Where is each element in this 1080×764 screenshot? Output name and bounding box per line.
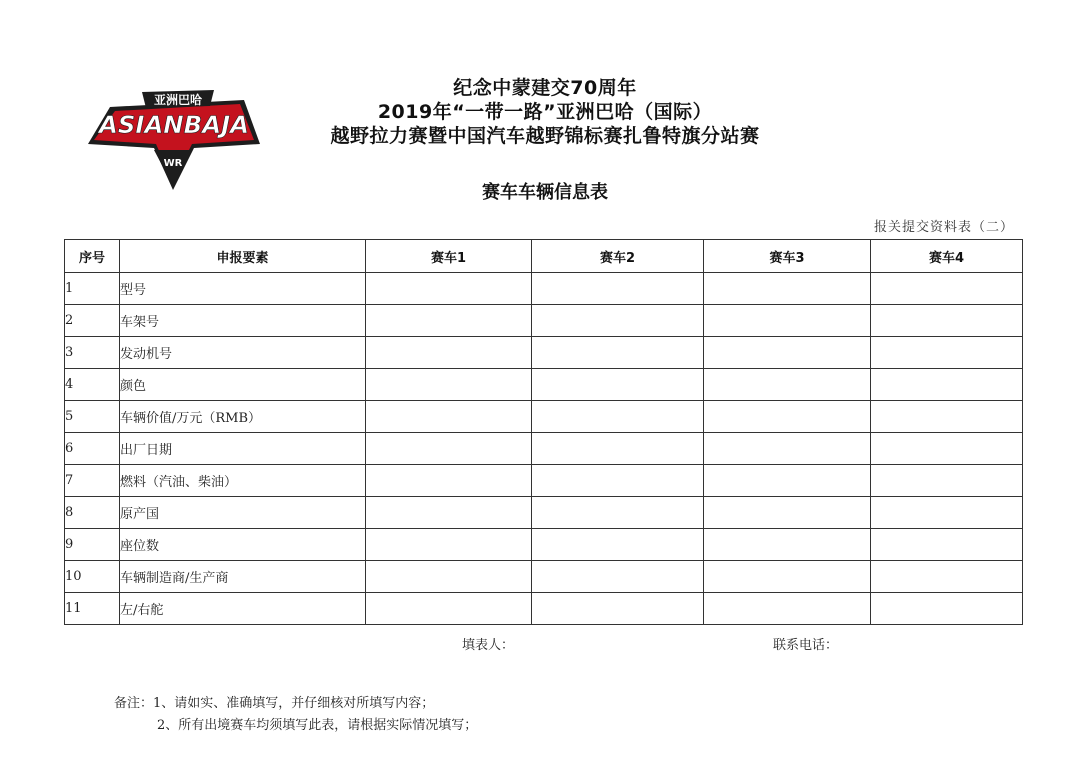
table-header-row bbox=[65, 240, 1023, 273]
row-item: 座位数 bbox=[120, 529, 366, 561]
row-number: 6 bbox=[65, 433, 120, 465]
car-3-cell[interactable] bbox=[704, 273, 871, 305]
filler-label: 填表人： bbox=[462, 638, 515, 653]
note-line-1: 备注：1、请如实、准确填写，并仔细核对所填写内容； bbox=[114, 696, 435, 711]
car-3-cell[interactable] bbox=[704, 337, 871, 369]
table-row bbox=[65, 433, 1023, 465]
row-number: 4 bbox=[65, 369, 120, 401]
car-2-cell[interactable] bbox=[532, 305, 704, 337]
header-no: 序号 bbox=[65, 240, 120, 273]
car-4-cell[interactable] bbox=[871, 433, 1023, 465]
car-1-cell[interactable] bbox=[366, 433, 532, 465]
car-1-cell[interactable] bbox=[366, 337, 532, 369]
car-4-cell[interactable] bbox=[871, 529, 1023, 561]
car-2-cell[interactable] bbox=[532, 593, 704, 625]
table-row bbox=[65, 369, 1023, 401]
car-1-cell[interactable] bbox=[366, 369, 532, 401]
table-row bbox=[65, 337, 1023, 369]
car-3-cell[interactable] bbox=[704, 305, 871, 337]
row-item: 发动机号 bbox=[120, 337, 366, 369]
car-3-cell[interactable] bbox=[704, 369, 871, 401]
car-4-cell[interactable] bbox=[871, 273, 1023, 305]
row-number: 7 bbox=[65, 465, 120, 497]
table-row bbox=[65, 497, 1023, 529]
car-2-cell[interactable] bbox=[532, 369, 704, 401]
row-item: 车辆价值/万元（RMB） bbox=[120, 401, 366, 433]
table-row bbox=[65, 561, 1023, 593]
car-1-cell[interactable] bbox=[366, 561, 532, 593]
form-code: 报关提交资料表（二） bbox=[873, 220, 1014, 235]
table-row bbox=[65, 273, 1023, 305]
table-row bbox=[65, 465, 1023, 497]
header-car-3: 赛车3 bbox=[704, 240, 871, 273]
table-row bbox=[65, 305, 1023, 337]
sheet-title: 赛车车辆信息表 bbox=[482, 182, 608, 203]
header-car-4: 赛车4 bbox=[871, 240, 1023, 273]
car-2-cell[interactable] bbox=[532, 337, 704, 369]
row-number: 9 bbox=[65, 529, 120, 561]
table-row bbox=[65, 593, 1023, 625]
logo-badge-text: WR bbox=[163, 158, 183, 169]
row-number: 3 bbox=[65, 337, 120, 369]
car-4-cell[interactable] bbox=[871, 305, 1023, 337]
row-item: 左/右舵 bbox=[120, 593, 366, 625]
row-number: 2 bbox=[65, 305, 120, 337]
title-line-1: 纪念中蒙建交70周年 bbox=[453, 77, 637, 99]
car-1-cell[interactable] bbox=[366, 529, 532, 561]
phone-label: 联系电话： bbox=[773, 638, 839, 653]
car-2-cell[interactable] bbox=[532, 433, 704, 465]
header-car-1: 赛车1 bbox=[366, 240, 532, 273]
row-item: 车架号 bbox=[120, 305, 366, 337]
car-3-cell[interactable] bbox=[704, 401, 871, 433]
notes bbox=[114, 693, 477, 737]
car-1-cell[interactable] bbox=[366, 401, 532, 433]
table-row bbox=[65, 401, 1023, 433]
car-2-cell[interactable] bbox=[532, 401, 704, 433]
car-3-cell[interactable] bbox=[704, 497, 871, 529]
table-row bbox=[65, 529, 1023, 561]
row-item: 出厂日期 bbox=[120, 433, 366, 465]
car-3-cell[interactable] bbox=[704, 433, 871, 465]
car-4-cell[interactable] bbox=[871, 561, 1023, 593]
event-title bbox=[300, 76, 790, 148]
car-4-cell[interactable] bbox=[871, 593, 1023, 625]
row-item: 车辆制造商/生产商 bbox=[120, 561, 366, 593]
logo-top-text: 亚洲巴哈 bbox=[153, 93, 203, 107]
car-3-cell[interactable] bbox=[704, 529, 871, 561]
car-1-cell[interactable] bbox=[366, 497, 532, 529]
row-number: 5 bbox=[65, 401, 120, 433]
event-logo bbox=[82, 82, 264, 192]
car-4-cell[interactable] bbox=[871, 401, 1023, 433]
car-2-cell[interactable] bbox=[532, 465, 704, 497]
header-item: 申报要素 bbox=[120, 240, 366, 273]
row-item: 颜色 bbox=[120, 369, 366, 401]
title-line-3: 越野拉力赛暨中国汽车越野锦标赛扎鲁特旗分站赛 bbox=[330, 125, 760, 147]
car-1-cell[interactable] bbox=[366, 593, 532, 625]
car-3-cell[interactable] bbox=[704, 593, 871, 625]
title-line-2: 2019年“一带一路”亚洲巴哈（国际） bbox=[377, 101, 713, 123]
car-2-cell[interactable] bbox=[532, 273, 704, 305]
car-2-cell[interactable] bbox=[532, 561, 704, 593]
car-2-cell[interactable] bbox=[532, 529, 704, 561]
logo-main-text: ASIANBAJA bbox=[96, 111, 250, 139]
row-item: 原产国 bbox=[120, 497, 366, 529]
car-1-cell[interactable] bbox=[366, 465, 532, 497]
header-car-2: 赛车2 bbox=[532, 240, 704, 273]
car-3-cell[interactable] bbox=[704, 561, 871, 593]
car-4-cell[interactable] bbox=[871, 369, 1023, 401]
vehicle-info-table bbox=[64, 239, 1023, 625]
row-number: 8 bbox=[65, 497, 120, 529]
note-line-2: 2、所有出境赛车均须填写此表，请根据实际情况填写； bbox=[157, 718, 478, 733]
car-1-cell[interactable] bbox=[366, 305, 532, 337]
car-1-cell[interactable] bbox=[366, 273, 532, 305]
row-item: 型号 bbox=[120, 273, 366, 305]
row-item: 燃料（汽油、柴油） bbox=[120, 465, 366, 497]
car-4-cell[interactable] bbox=[871, 337, 1023, 369]
car-4-cell[interactable] bbox=[871, 465, 1023, 497]
row-number: 1 bbox=[65, 273, 120, 305]
car-3-cell[interactable] bbox=[704, 465, 871, 497]
car-4-cell[interactable] bbox=[871, 497, 1023, 529]
row-number: 10 bbox=[65, 561, 120, 593]
row-number: 11 bbox=[65, 593, 120, 625]
car-2-cell[interactable] bbox=[532, 497, 704, 529]
